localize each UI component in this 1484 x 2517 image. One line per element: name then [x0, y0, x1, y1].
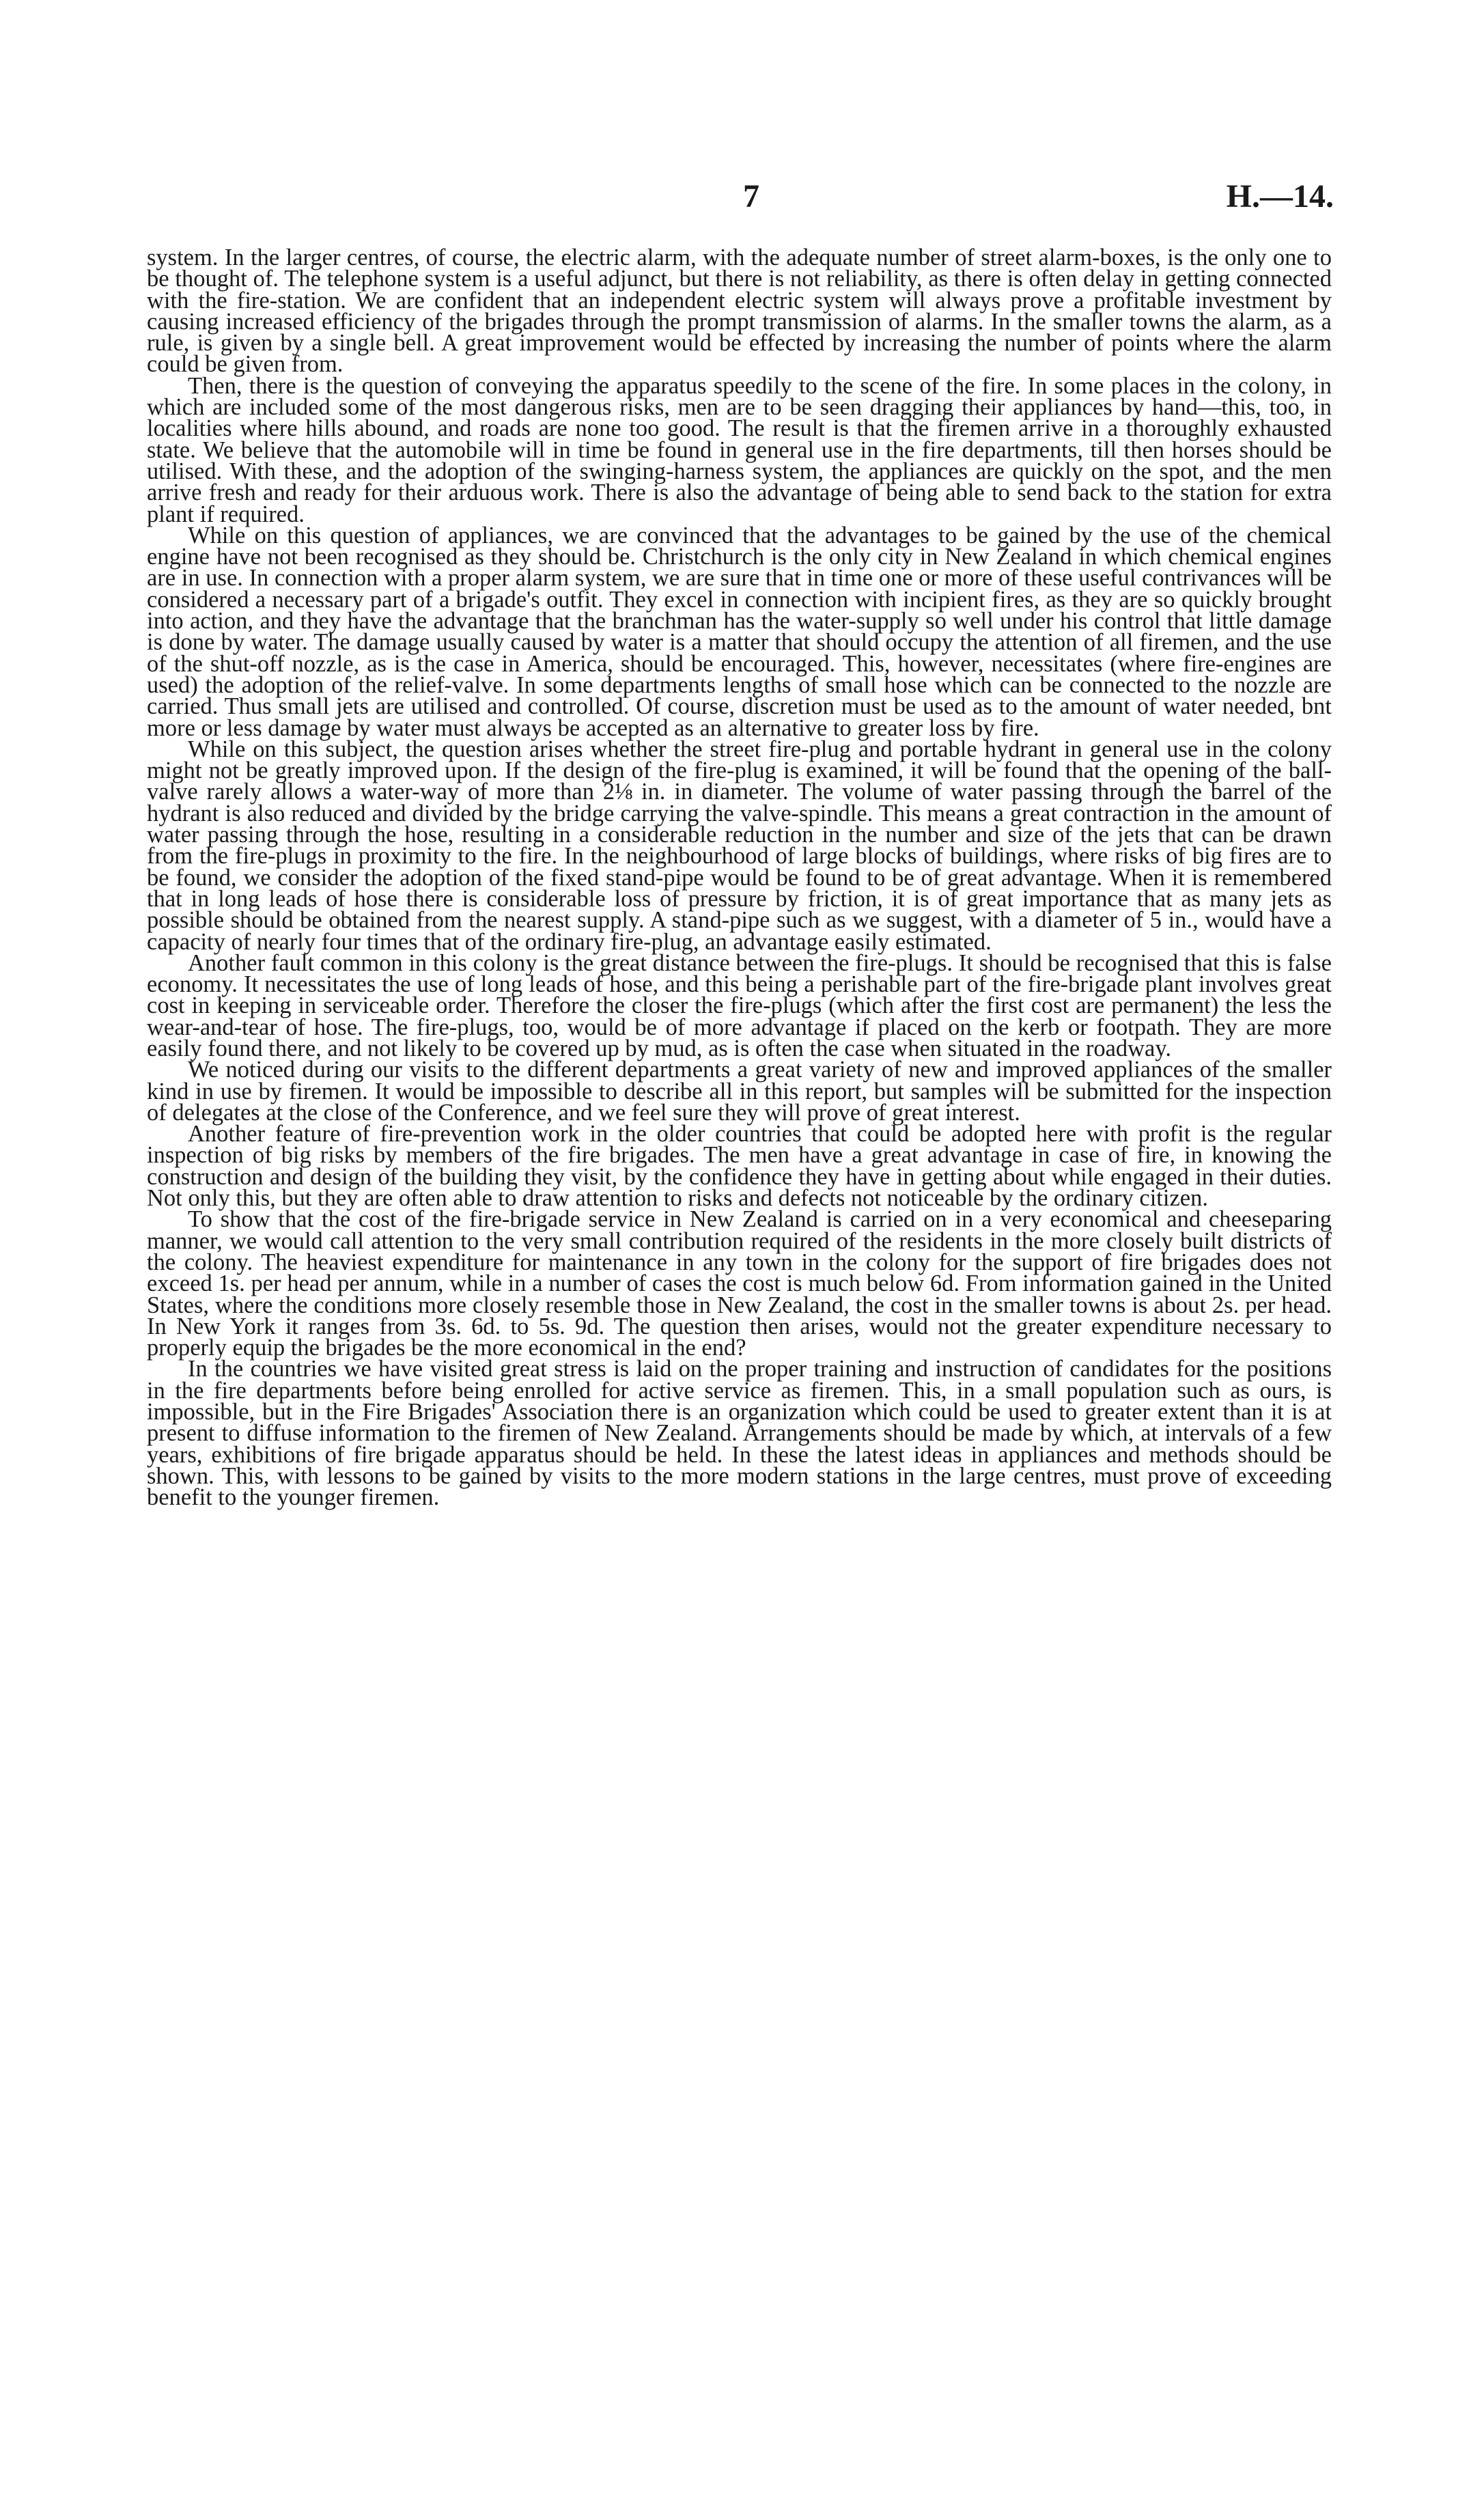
paragraph-training: In the countries we have visited great stress is laid on the proper training and instruction of candidates for the positions in the fire departments before being enrolled for active service as firemen. This, in a small population such as ours, is impossible, but in the Fire Brigades' Association there is an organization which could be used to greater extent than it is at present to diffuse information to the firemen of New Zealand. Arrangements should be made by which, at intervals of a few years, exhibitions of fire brigade apparatus should be held. In these the latest ideas in appliances and methods should be shown. This, with lessons to be gained by visits to the more modern stations in the large centres, must prove of exceeding benefit to the younger firemen.	[147, 1356, 1332, 1511]
paragraph-conveying-apparatus: Then, there is the question of conveying the apparatus speedily to the scene of the fire. In some places in the colony, in which are included some of the most dangerous risks, men are to be seen dragging their appliances by hand—this, too, in localities where hills abound, and roads are none too good. The result is that the firemen arrive in a thoroughly exhausted state. We believe that the automobile will in time be found in general use in the fire departments, till then horses should be utilised. With these, and the adoption of the swinging-harness system, the appliances are quickly on the spot, and the men arrive fresh and ready for their arduous work. There is also the advantage of being able to send back to the station for extra plant if required.	[147, 372, 1332, 527]
paragraph-fire-plug-distance: Another fault common in this colony is the great distance between the fire-plugs. It should be recognised that this is false economy. It necessitates the use of long leads of hose, and this being a perishable part of the fire-brigade plant involves great cost in keeping in serviceable order. Therefore the closer the fire-plugs (which after the first cost are permanent) the less the wear-and-tear of hose. The fire-plugs, too, would be of more advantage if placed on the kerb or footpath. They are more easily found there, and not likely to be covered up by mud, as is often the case when situated in the roadway.	[147, 949, 1332, 1061]
body-text	[147, 247, 1332, 1509]
document-reference: H.—14.	[1226, 178, 1334, 214]
paragraph-fire-plug-design: While on this subject, the question arises whether the street fire-plug and portable hydrant in general use in the colony might not be greatly improved upon. If the design of the fire-plug is examined, it will be found that the opening of the ball-valve rarely allows a water-way of more than 2⅛ in. in diameter. The volume of water passing through the barrel of the hydrant is also reduced and divided by the bridge carrying the valve-spindle. This means a great contraction in the amount of water passing through the hose, resulting in a considerable reduction in the number and size of the jets that can be drawn from the fire-plugs in proximity to the fire. In the neighbourhood of large blocks of buildings, where risks of big fires are to be found, we consider the adoption of the fixed stand-pipe would be found to be of great advantage. When it is remembered that in long leads of hose there is considerable loss of pressure by friction, it is of great importance that as many jets as possible should be obtained from the nearest supply. A stand-pipe such as we suggest, with a diameter of 5 in., would have a capacity of nearly four times that of the ordinary fire-plug, an advantage easily estimated.	[147, 736, 1332, 955]
paragraph-chemical-engine: While on this question of appliances, we are convinced that the advantages to be gained by the use of the chemical engine have not been recognised as they should be. Christchurch is the only city in New Zealand in which chemical engines are in use. In connection with a proper alarm system, we are sure that in time one or more of these useful contrivances will be considered a necessary part of a brigade's outfit. They excel in connection with incipient fires, as they are so quickly brought into action, and they have the advantage that the branchman has the water-supply so well under his control that little damage is done by water. The damage usually caused by water is a matter that should occupy the attention of all firemen, and the use of the shut-off nozzle, as is the case in America, should be encouraged. This, however, necessitates (where fire-engines are used) the adoption of the relief-valve. In some departments lengths of small hose which can be connected to the nozzle are carried. Thus small jets are utilised and controlled. Of course, discretion must be used as to the amount of water needed, bnt more or less damage by water must always be accepted as an alternative to greater loss by fire.	[147, 522, 1332, 741]
paragraph-service-cost: To show that the cost of the fire-brigade service in New Zealand is carried on in a very economical and cheeseparing manner, we would call attention to the very small contribution required of the residents in the more closely built districts of the colony. The heaviest expenditure for maintenance in any town in the colony for the support of fire brigades does not exceed 1s. per head per annum, while in a number of cases the cost is much below 6d. From information gained in the United States, where the conditions more closely resemble those in New Zealand, the cost in the smaller towns is about 2s. per head. In New York it ranges from 3s. 6d. to 5s. 9d. The question then arises, would not the greater expenditure necessary to properly equip the brigades be the more economical in the end?	[147, 1206, 1332, 1361]
paragraph-new-appliances: We noticed during our visits to the different departments a great variety of new and improved appliances of the smaller kind in use by firemen. It would be impossible to describe all in this report, but samples will be submitted for the inspection of delegates at the close of the Conference, and we feel sure they will prove of great interest.	[147, 1057, 1332, 1126]
paragraph-risk-inspection: Another feature of fire-prevention work in the older countries that could be adopted here with profit is the regular inspection of big risks by members of the fire brigades. The men have a great advantage in case of fire, in knowing the construction and design of the building they visit, by the confidence they have in getting about while engaged in their duties. Not only this, but they are often able to draw attention to risks and defects not noticeable by the ordinary citizen.	[147, 1121, 1332, 1212]
paragraph-alarm-system: system. In the larger centres, of course, the electric alarm, with the adequate number of street alarm-boxes, is the only one to be thought of. The telephone system is a useful adjunct, but there is not reliability, as there is often delay in getting connected with the fire-station. We are confident that an independent electric system will always prove a profitable investment by causing increased efficiency of the brigades through the prompt transmission of alarms. In the smaller towns the alarm, as a rule, is given by a single bell. A great improvement would be effected by increasing the number of points where the alarm could be given from.	[147, 245, 1332, 378]
page-number: 7	[743, 178, 759, 214]
